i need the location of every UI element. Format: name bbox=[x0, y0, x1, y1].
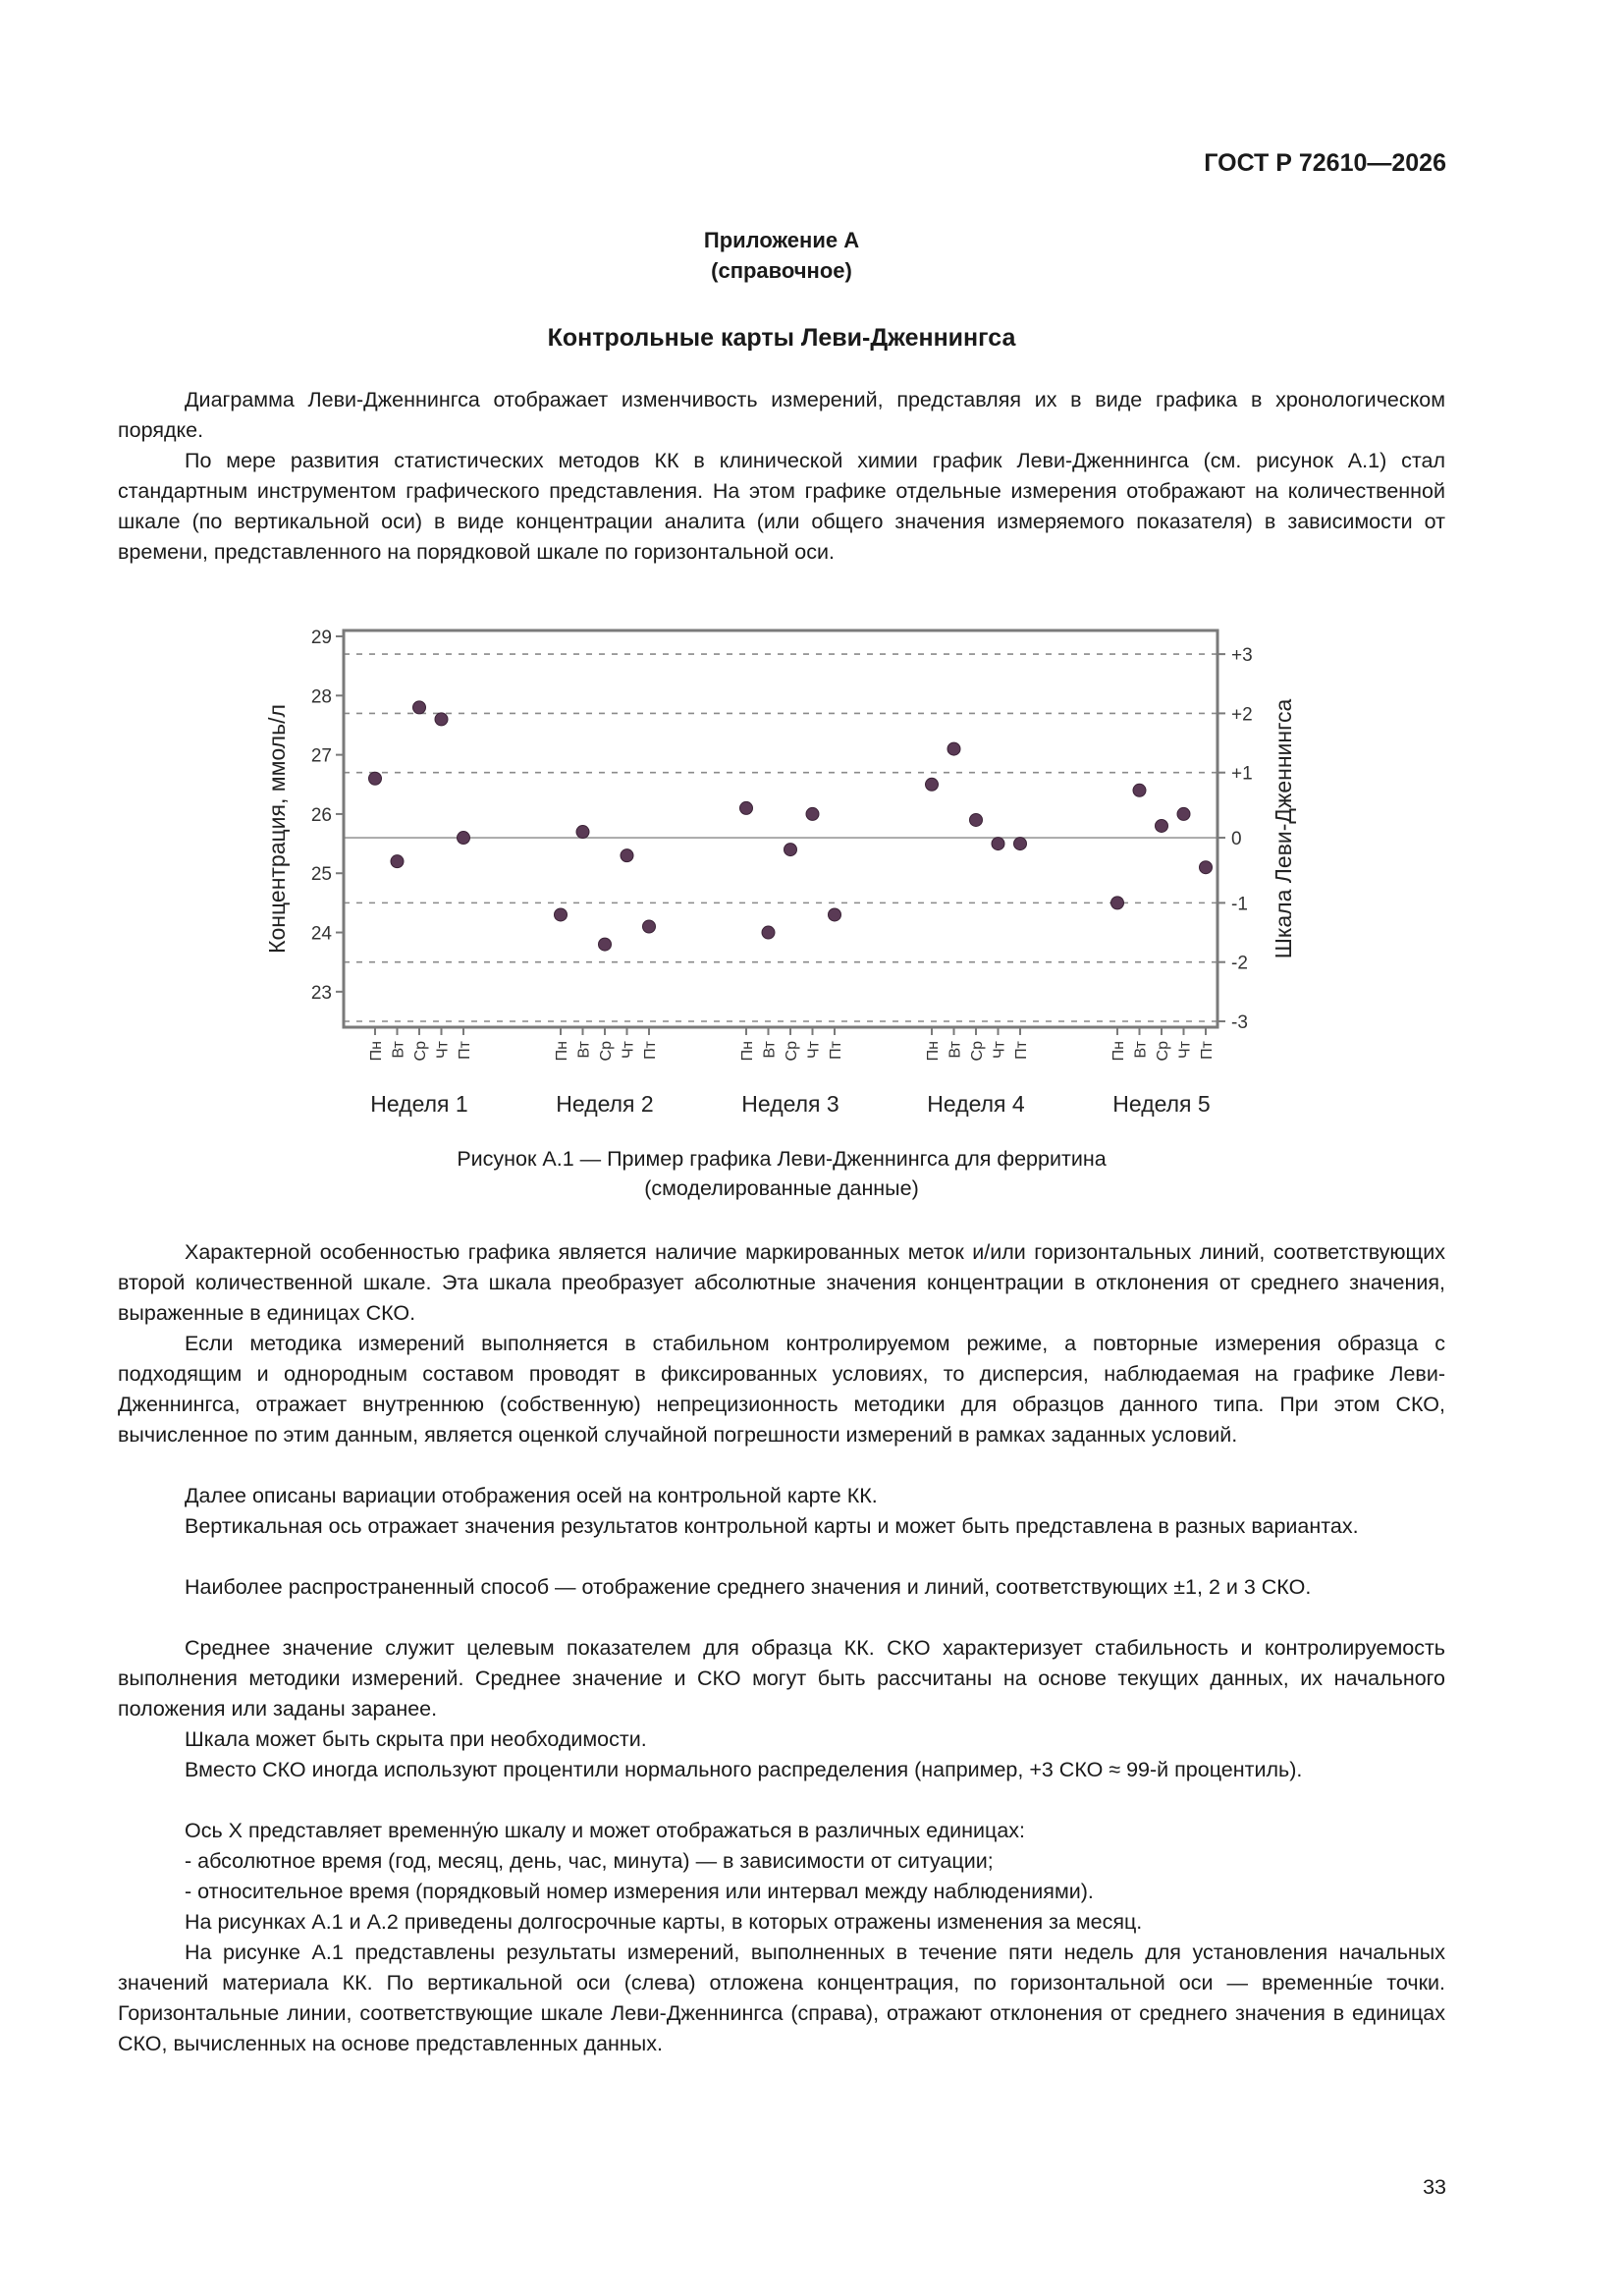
week-label: Неделя 2 bbox=[556, 1091, 654, 1117]
plot-frame bbox=[344, 630, 1217, 1027]
data-point bbox=[992, 838, 1004, 850]
y-tick-label: 26 bbox=[310, 804, 332, 826]
y2-tick-label: 0 bbox=[1231, 829, 1242, 850]
y-axis-title: Концентрация, ммоль/л bbox=[264, 704, 290, 954]
data-point bbox=[576, 826, 589, 839]
x-tick-label: Пн bbox=[739, 1041, 756, 1062]
x-tick-label: Вт bbox=[761, 1041, 779, 1059]
data-point bbox=[1014, 838, 1027, 850]
data-point bbox=[458, 832, 470, 845]
body-paragraph: Вертикальная ось отражает значения результатов контрольной карты и может быть представлена в разных вариантах. bbox=[185, 1514, 1359, 1538]
data-point bbox=[970, 813, 983, 826]
data-point bbox=[784, 844, 797, 856]
data-point bbox=[1111, 897, 1124, 909]
x-tick-label: Пт bbox=[642, 1041, 659, 1060]
x-tick-label: Ср bbox=[598, 1041, 615, 1062]
x-tick-label: Пн bbox=[925, 1041, 942, 1062]
x-tick-label: Пн bbox=[368, 1041, 385, 1062]
data-point bbox=[829, 908, 841, 921]
x-tick-label: Пт bbox=[457, 1041, 473, 1060]
y-tick-label: 24 bbox=[310, 923, 332, 945]
data-point bbox=[643, 920, 656, 933]
x-tick-label: Пт bbox=[1199, 1041, 1216, 1060]
x-tick-label: Пн bbox=[554, 1041, 570, 1062]
data-point bbox=[926, 778, 939, 791]
body-paragraph: Среднее значение служит целевым показателем для образца КК. СКО характеризует стабильность и контролируемость выполнения методики измерений. Среднее значение и СКО могут быть рассчитаны на основе текущих данных, их начального положения или заданы заранее. bbox=[118, 1636, 1445, 1721]
data-point bbox=[762, 926, 775, 939]
levey-jennings-chart bbox=[245, 619, 1335, 1120]
data-point bbox=[413, 701, 426, 714]
body-paragraph: На рисунках А.1 и А.2 приведены долгосрочные карты, в которых отражены изменения за месяц. bbox=[185, 1910, 1143, 1934]
x-tick-label: Вт bbox=[390, 1041, 407, 1059]
data-point bbox=[369, 772, 382, 785]
x-tick-label: Чт bbox=[991, 1041, 1008, 1059]
figure-caption: Рисунок А.1 — Пример графика Леви-Дженнингса для ферритина bbox=[457, 1147, 1107, 1171]
body-paragraph: Характерной особенностью графика является наличие маркированных меток и/или горизонтальных линий, соответствующих второй количественной шкале. Эта шкала преобразует абсолютные значения концентрации в отклонения от среднего значения, выраженные в единицах СКО. bbox=[118, 1240, 1445, 1325]
body-paragraph: Наиболее распространенный способ — отображение среднего значения и линий, соответствующих ±1, 2 и 3 СКО. bbox=[185, 1575, 1312, 1599]
y2-tick-label: +1 bbox=[1231, 763, 1253, 785]
data-point bbox=[1177, 807, 1190, 820]
body-paragraph: Если методика измерений выполняется в стабильном контролируемом режиме, а повторные измерения образца с подходящим и однородным составом проводят в фиксированных условиях, то дисперсия, наблюдаемая на графике Леви-Дженнингса, отражает внутреннюю (собственную) непрецизионность методики для образцов данного типа. При этом СКО, вычисленное по этим данным, является оценкой случайной погрешности измерений в рамках заданных условий. bbox=[118, 1332, 1445, 1447]
list-item: - абсолютное время (год, месяц, день, час, минута) — в зависимости от ситуации; bbox=[185, 1849, 994, 1873]
y-tick-label: 28 bbox=[310, 686, 332, 708]
y2-tick-label: -2 bbox=[1231, 953, 1248, 974]
x-tick-label: Ср bbox=[412, 1041, 429, 1062]
list-item: - относительное время (порядковый номер измерения или интервал между наблюдениями). bbox=[185, 1880, 1094, 1903]
section-heading: Контрольные карты Леви-Дженнингса bbox=[547, 324, 1016, 352]
x-tick-label: Вт bbox=[1132, 1041, 1150, 1059]
y2-tick-label: -3 bbox=[1231, 1012, 1248, 1033]
page-number: 33 bbox=[1423, 2175, 1446, 2199]
week-label: Неделя 4 bbox=[927, 1091, 1025, 1117]
data-point bbox=[1156, 819, 1168, 832]
data-point bbox=[947, 742, 960, 755]
x-tick-label: Чт bbox=[620, 1041, 637, 1059]
y-tick-label: 25 bbox=[310, 864, 332, 886]
data-point bbox=[391, 855, 404, 868]
body-paragraph: Далее описаны вариации отображения осей на контрольной карте КК. bbox=[185, 1484, 878, 1507]
appendix-title: Приложение А bbox=[703, 228, 860, 252]
x-tick-label: Пн bbox=[1110, 1041, 1127, 1062]
body-paragraph: Ось X представляет временну́ю шкалу и может отображаться в различных единицах: bbox=[185, 1819, 1026, 1842]
data-point bbox=[806, 807, 819, 820]
week-label: Неделя 5 bbox=[1112, 1091, 1211, 1117]
x-tick-label: Чт bbox=[434, 1041, 452, 1059]
y2-tick-label: +3 bbox=[1231, 645, 1253, 667]
week-label: Неделя 3 bbox=[741, 1091, 839, 1117]
x-tick-label: Ср bbox=[969, 1041, 986, 1062]
x-tick-label: Ср bbox=[1155, 1041, 1171, 1062]
y2-tick-label: -1 bbox=[1231, 894, 1248, 915]
y-tick-label: 27 bbox=[310, 745, 332, 767]
x-tick-label: Чт bbox=[805, 1041, 823, 1059]
appendix-subtitle: (справочное) bbox=[711, 258, 852, 283]
x-tick-label: Ср bbox=[784, 1041, 800, 1062]
data-point bbox=[1200, 861, 1213, 874]
y2-axis-title: Шкала Леви-Дженнингса bbox=[1271, 698, 1296, 959]
body-paragraph: Шкала может быть скрыта при необходимости. bbox=[185, 1727, 647, 1751]
intro-paragraph-1: Диаграмма Леви-Дженнингса отображает изменчивость измерений, представляя их в виде графика в хронологическом порядке. bbox=[118, 388, 1445, 442]
data-point bbox=[740, 801, 753, 814]
data-point bbox=[599, 938, 612, 951]
data-point bbox=[1133, 784, 1146, 796]
data-point bbox=[621, 849, 633, 862]
data-point bbox=[435, 713, 448, 726]
document-id: ГОСТ Р 72610—2026 bbox=[1204, 149, 1446, 177]
body-paragraph: Вместо СКО иногда используют процентили нормального распределения (например, +3 СКО ≈ 99-й процентиль). bbox=[185, 1758, 1303, 1781]
y-tick-label: 29 bbox=[310, 628, 332, 648]
x-tick-label: Чт bbox=[1176, 1041, 1194, 1059]
figure-caption-note: (смоделированные данные) bbox=[644, 1176, 919, 1200]
data-point bbox=[555, 908, 568, 921]
x-tick-label: Пт bbox=[1013, 1041, 1030, 1060]
x-tick-label: Вт bbox=[947, 1041, 964, 1059]
y-tick-label: 23 bbox=[310, 982, 332, 1004]
x-tick-label: Пт bbox=[828, 1041, 844, 1060]
body-paragraph: На рисунке А.1 представлены результаты измерений, выполненных в течение пяти недель для установления начальных значений материала КК. По вертикальной оси (слева) отложена концентрация, по горизонтальной оси — временны́е точки. Горизонтальные линии, соответствующие шкале Леви-Дженнингса (справа), отражают отклонения от среднего значения в единицах СКО, вычисленных на основе представленных данных. bbox=[118, 1941, 1445, 2055]
week-label: Неделя 1 bbox=[370, 1091, 468, 1117]
x-tick-label: Вт bbox=[575, 1041, 593, 1059]
y2-tick-label: +2 bbox=[1231, 704, 1253, 726]
intro-paragraph-2: По мере развития статистических методов КК в клинической химии график Леви-Дженнингса (см. рисунок А.1) стал стандартным инструментом графического представления. На этом графике отдельные измерения отображают на количественной шкале (по вертикальной оси) в виде концентрации аналита (или общего значения измеряемого показателя) в зависимости от времени, представленного на порядковой шкале по горизонтальной оси. bbox=[118, 449, 1445, 564]
